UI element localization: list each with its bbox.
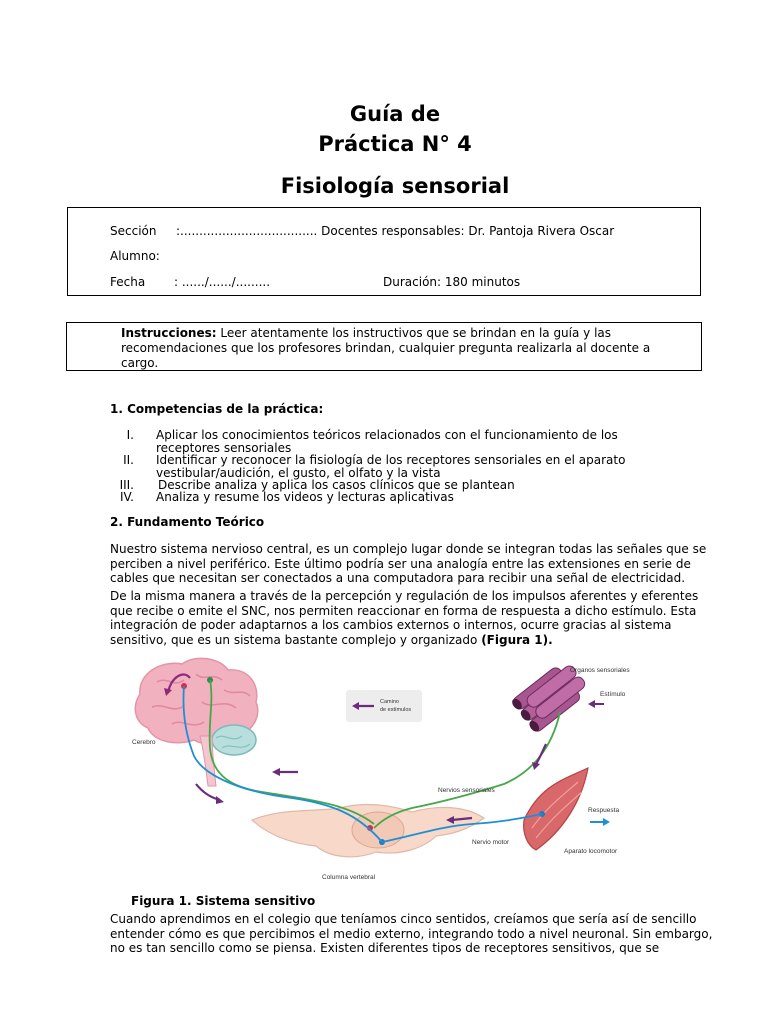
paragraph-2-line: que recibe o emite el SNC, nos permiten reaccionar en forma de respuesta a dicho estímulo. Esta bbox=[110, 603, 697, 618]
paragraph-2-line: integración de poder adaptarnos a los cambios externos o internos, ocurre gracias al sistema bbox=[110, 618, 672, 632]
instructions-line1 bbox=[121, 326, 611, 340]
item1-number: I. bbox=[126, 428, 134, 442]
doc-title-line2: Práctica N° 4 bbox=[318, 132, 472, 156]
item2-line2: vestibular/audición, el gusto, el olfato y la vista bbox=[156, 466, 441, 480]
section2-heading: 2. Fundamento Teórico bbox=[110, 515, 265, 529]
paragraph-2 bbox=[110, 589, 730, 647]
columna-label: Columna vertebral bbox=[322, 874, 376, 881]
respuesta-label: Respuesta bbox=[588, 807, 620, 814]
paragraph-3-line: Cuando aprendimos en el colegio que teníamos cinco sentidos, creíamos que sería así de sencillo bbox=[110, 912, 697, 926]
cerebro-label: Cerebro bbox=[132, 739, 156, 746]
aparato-label: Aparato locomotor bbox=[564, 848, 618, 855]
sensory-system-figure bbox=[112, 652, 660, 890]
duracion-text: Duración: 180 minutos bbox=[383, 275, 521, 289]
instructions-text1: Leer atentamente los instructivos que se brindan en la guía y las bbox=[220, 326, 612, 340]
figure-reference: (Figura 1). bbox=[481, 632, 553, 647]
item3-line1: Describe analiza y aplica los casos clínicos que se plantean bbox=[158, 478, 515, 492]
section1-heading: 1. Competencias de la práctica: bbox=[110, 402, 324, 416]
legend-estimulos-label: de estímulos bbox=[380, 707, 412, 713]
fecha-label: Fecha bbox=[110, 275, 146, 289]
alumno-label: Alumno: bbox=[110, 249, 160, 263]
item1-line2: receptores sensoriales bbox=[156, 441, 292, 455]
item4-number: IV. bbox=[119, 490, 134, 504]
item3-number: III. bbox=[119, 478, 134, 492]
seccion-value: :.................................... Docentes responsables: Dr. Pantoja Rivera Oscar bbox=[176, 224, 615, 238]
fecha-value: : ....../....../......... bbox=[174, 275, 271, 289]
instructions-line2: recomendaciones que los profesores brindan, cualquier pregunta realizarla al docente a bbox=[121, 341, 651, 355]
doc-title-line3: Fisiología sensorial bbox=[280, 174, 510, 198]
legend-camino-label: Camino bbox=[380, 699, 399, 705]
paragraph-3-line: no es tan sencillo como se piensa. Existen diferentes tipos de receptores sensitivos, que se bbox=[110, 941, 660, 955]
nervio-motor-label: Nervio motor bbox=[472, 839, 510, 846]
item2-line1: Identificar y reconocer la fisiología de los receptores sensoriales en el aparato bbox=[156, 453, 626, 467]
paragraph-3-line: entender cómo es que percibimos el medio externo, integrando todo a nivel neuronal. Sin embargo, bbox=[110, 926, 713, 941]
paragraph-1-line: Nuestro sistema nervioso central, es un complejo lugar donde se integran todas las señales que se bbox=[110, 542, 707, 556]
item2-number: II. bbox=[123, 453, 134, 467]
paragraph-1-line: cables que necesitan ser conectados a una computadora para recibir una señal de electricidad. bbox=[110, 571, 686, 585]
estimulo-label: Estímulo bbox=[600, 691, 626, 698]
instructions-label: Instrucciones: bbox=[121, 326, 217, 340]
paragraph-1-line: perciben a nivel periférico. Este último podría ser una analogía entre las extensiones en serie de bbox=[110, 556, 691, 571]
doc-title-line1: Guía de bbox=[349, 102, 441, 126]
paragraph-1 bbox=[110, 542, 730, 586]
figure-caption: Figura 1. Sistema sensitivo bbox=[131, 894, 316, 908]
paragraph-2-line bbox=[110, 633, 730, 648]
paragraph-2-last: sensitivo, que es un sistema bastante complejo y organizado bbox=[110, 632, 482, 647]
item4-line1: Analiza y resume los videos y lecturas aplicativas bbox=[156, 490, 454, 504]
paragraph-3 bbox=[110, 912, 730, 956]
paragraph-2-line: De la misma manera a través de la percepción y regulación de los impulsos aferentes y eferentes bbox=[110, 589, 699, 603]
seccion-label: Sección bbox=[110, 224, 157, 238]
item1-line1: Aplicar los conocimientos teóricos relacionados con el funcionamiento de los bbox=[156, 428, 618, 442]
organos-label: Órganos sensoriales bbox=[570, 667, 630, 674]
instructions-line3: cargo. bbox=[121, 356, 159, 370]
nervios-sensoriales-label: Nervios sensoriales bbox=[438, 787, 495, 794]
